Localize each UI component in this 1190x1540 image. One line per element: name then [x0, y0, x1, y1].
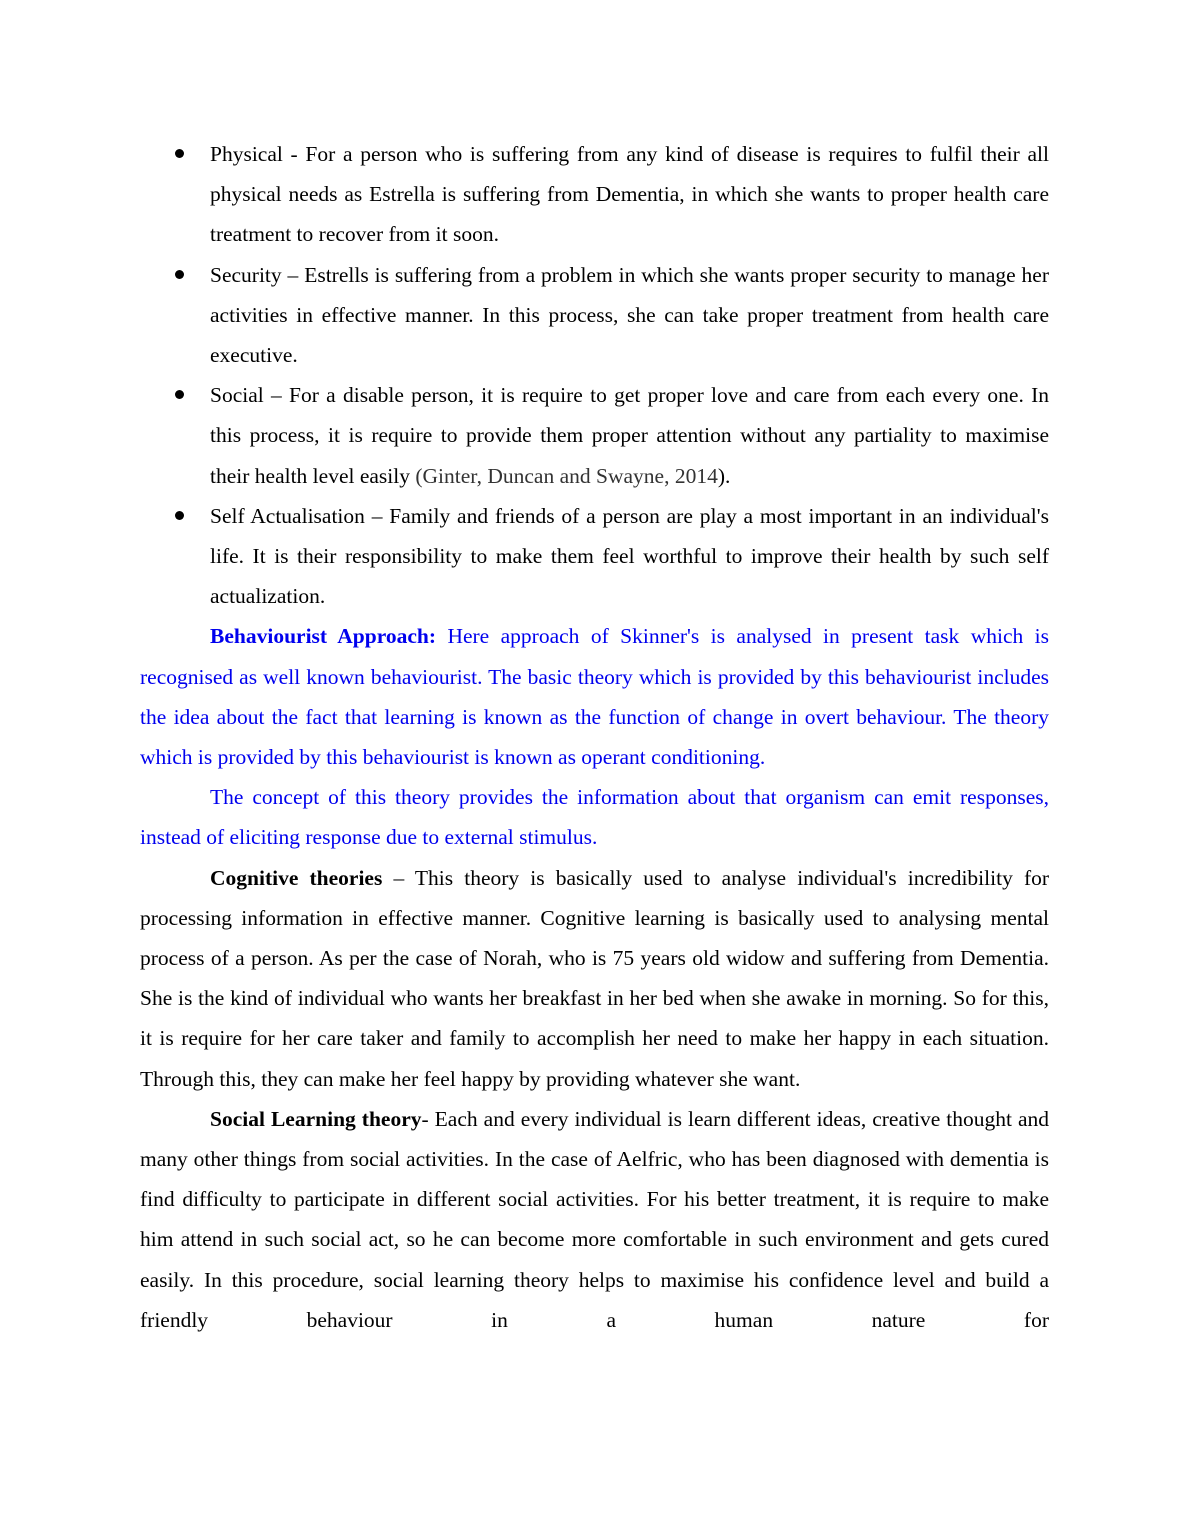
bullet-dot-icon: [175, 270, 184, 279]
bullet-label: Physical: [210, 142, 283, 166]
cognitive-heading: Cognitive theories: [210, 865, 383, 890]
bullet-separator: -: [282, 142, 306, 166]
bullet-label: Security: [210, 262, 282, 287]
behaviourist-heading: Behaviourist Approach:: [210, 624, 437, 649]
document-body: [140, 134, 1049, 1340]
citation: (Ginter, Duncan and Swayne, 2014: [415, 463, 718, 488]
concept-paragraph: [140, 777, 1049, 857]
bullet-separator: –: [281, 262, 305, 287]
bullet-separator: –: [364, 503, 390, 528]
bullet-text: For a disable person, it is require to get proper love and care from each every one. In this process, it is require to provide them proper attention without any partiality to maximise their health level easily: [210, 383, 1049, 488]
behaviourist-paragraph: [140, 616, 1049, 777]
bullet-item-security: [140, 255, 1049, 376]
social-learning-text: - Each and every individual is learn different ideas, creative thought and many other things from social activities. In the case of Aelfric, who has been diagnosed with dementia is find difficulty to participate in different social activities. For his better treatment, it is require to make him attend in such social act, so he can become more comfortable in such environment and gets cured easily. In this procedure, social learning theory helps to maximise his confidence level and build a friendly behaviour in a human nature for: [140, 1106, 1049, 1332]
bullet-item-physical: [140, 134, 1049, 255]
bullet-separator: –: [263, 383, 290, 408]
bullet-dot-icon: [175, 390, 184, 399]
bullet-label: Self Actualisation: [210, 503, 365, 528]
social-learning-heading: Social Learning theory: [210, 1106, 422, 1131]
needs-bullet-list: [140, 134, 1049, 616]
cognitive-text: – This theory is basically used to analyse individual's incredibility for processing information in effective manner. Cognitive learning is basically used to analysing mental process of a person. As per the case of Norah, who is 75 years old widow and suffering from Dementia. She is the kind of individual who wants her breakfast in her bed when she awake in morning. So for this, it is require for her care taker and family to accomplish her need to make her happy in each situation. Through this, they can make her feel happy by providing whatever she want.: [140, 865, 1050, 1091]
bullet-text: Family and friends of a person are play a most important in an individual's life. It is their responsibility to make them feel worthful to improve their health by such self actualization.: [210, 503, 1050, 609]
citation-close: ).: [717, 463, 731, 488]
social-learning-paragraph: [140, 1099, 1049, 1340]
bullet-label: Social: [210, 383, 264, 408]
bullet-item-self-actualisation: [140, 496, 1049, 617]
bullet-item-social: [140, 375, 1049, 496]
bullet-dot-icon: [175, 511, 184, 520]
bullet-text: For a person who is suffering from any kind of disease is requires to fulfil their all physical needs as Estrella is suffering from Dementia, in which she wants to proper health care treatment to recover from it soon.: [210, 142, 1049, 247]
bullet-dot-icon: [175, 149, 184, 158]
bullet-text: Estrells is suffering from a problem in which she wants proper security to manage her activities in effective manner. In this process, she can take proper treatment from health care executive.: [210, 262, 1050, 368]
cognitive-paragraph: [140, 858, 1049, 1099]
behaviourist-text: Here approach of Skinner's is analysed in present task which is recognised as well known behaviourist. The basic theory which is provided by this behaviourist includes the idea about the fact that learning is known as the function of change in overt behaviour. The theory which is provided by this behaviourist is known as operant conditioning.: [140, 624, 1049, 770]
concept-text: The concept of this theory provides the information about that organism can emit responses, instead of eliciting response due to external stimulus.: [140, 785, 1049, 850]
